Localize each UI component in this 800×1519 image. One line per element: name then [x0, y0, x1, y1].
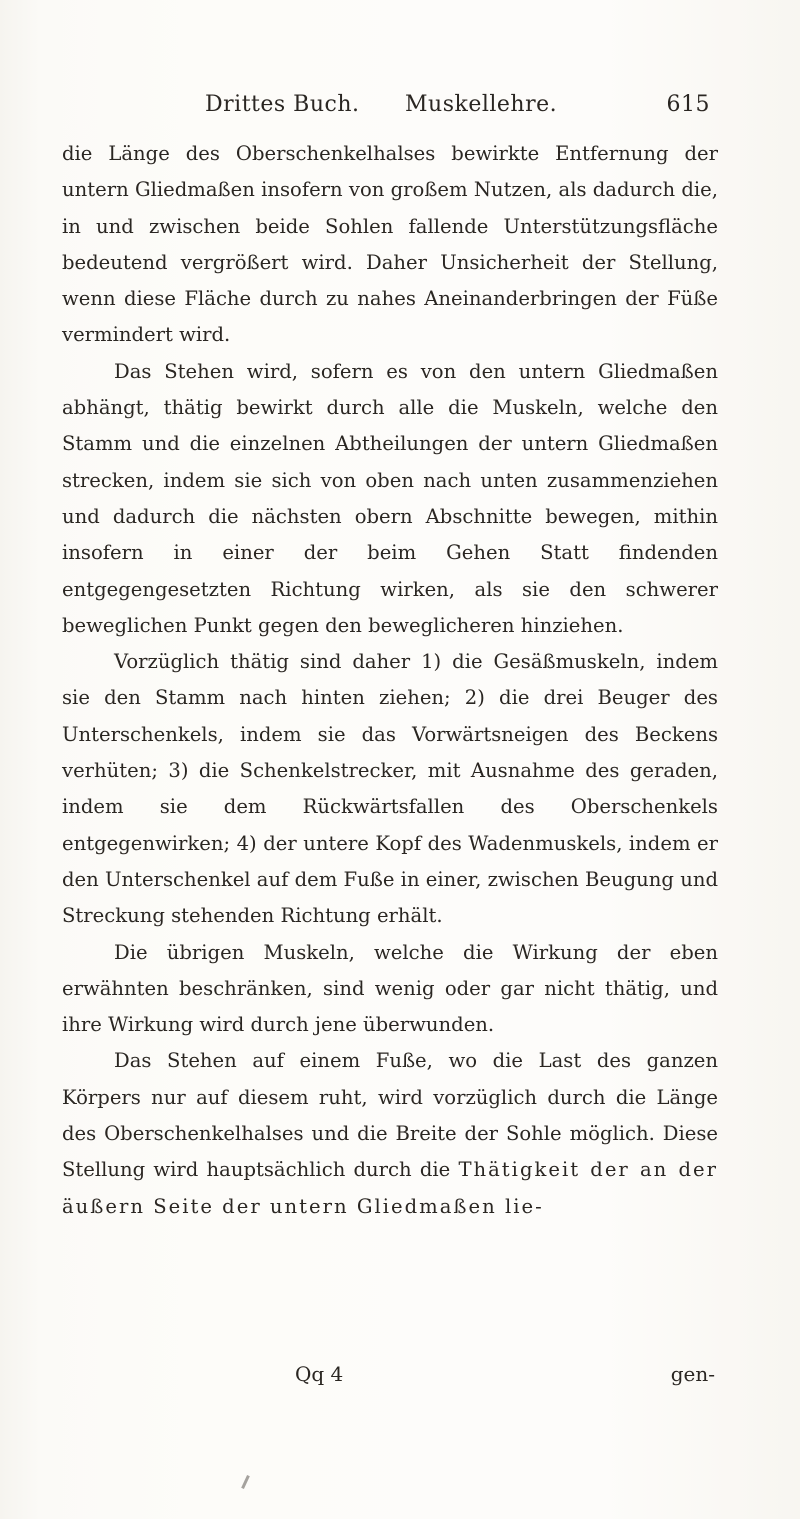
paragraph-5-text: Das Stehen auf einem Fuße, wo die Last des ganzen Körpers nur auf diesem ruht, wird vorzüglich durch die Länge des Oberschenkelhalses und die Breite der Sohle möglich. Diese Stellung wird hauptsächlich durch die [62, 1049, 718, 1182]
paragraph-5-emphasis: Thätigkeit der an der äußern Seite der untern Gliedmaßen lie- [62, 1158, 718, 1218]
page-number: 615 [666, 92, 710, 117]
paragraph-5 [62, 1043, 718, 1224]
page-footer [295, 1362, 715, 1398]
ink-mark [241, 1475, 250, 1489]
paragraph-2: Das Stehen wird, sofern es von den untern Gliedmaßen abhängt, thätig bewirkt durch alle die Muskeln, welche den Stamm und die einzelnen Abtheilungen der untern Gliedmaßen strecken, indem sie sich von oben nach unten zusammenziehen und dadurch die nächsten obern Abschnitte bewegen, mithin insofern in einer der beim Gehen Statt findenden entgegengesetzten Richtung wirken, als sie den schwerer beweglichen Punkt gegen den beweglicheren hinziehen. [62, 359, 718, 637]
paragraph-4: Die übrigen Muskeln, welche die Wirkung der eben erwähnten beschränken, sind wenig oder gar nicht thätig, und ihre Wirkung wird durch jene überwunden. [62, 940, 718, 1037]
catchword: gen- [670, 1362, 715, 1386]
signature-mark: Qq 4 [295, 1362, 344, 1386]
header-book: Drittes Buch. [205, 92, 360, 117]
page-body [62, 136, 718, 1225]
running-header [205, 92, 710, 132]
paragraph-1: die Länge des Oberschenkelhalses bewirkte Entfernung der untern Gliedmaßen insofern von großem Nutzen, als dadurch die, in und zwischen beide Sohlen fallende Unterstützungsfläche bedeutend vergrößert wird. Daher Unsicherheit der Stellung, wenn diese Fläche durch zu nahes Aneinanderbringen der Füße vermindert wird. [62, 142, 718, 347]
header-section: Muskellehre. [405, 92, 558, 117]
paragraph-3: Vorzüglich thätig sind daher 1) die Gesäßmuskeln, indem sie den Stamm nach hinten ziehen; 2) die drei Beuger des Unterschenkels, indem sie das Vorwärtsneigen des Beckens verhüten; 3) die Schenkelstrecker, mit Ausnahme des geraden, indem sie dem Rückwärtsfallen des Oberschenkels entgegenwirken; 4) der untere Kopf des Wadenmuskels, indem er den Unterschenkel auf dem Fuße in einer, zwischen Beugung und Streckung stehenden Richtung erhält. [62, 650, 718, 928]
